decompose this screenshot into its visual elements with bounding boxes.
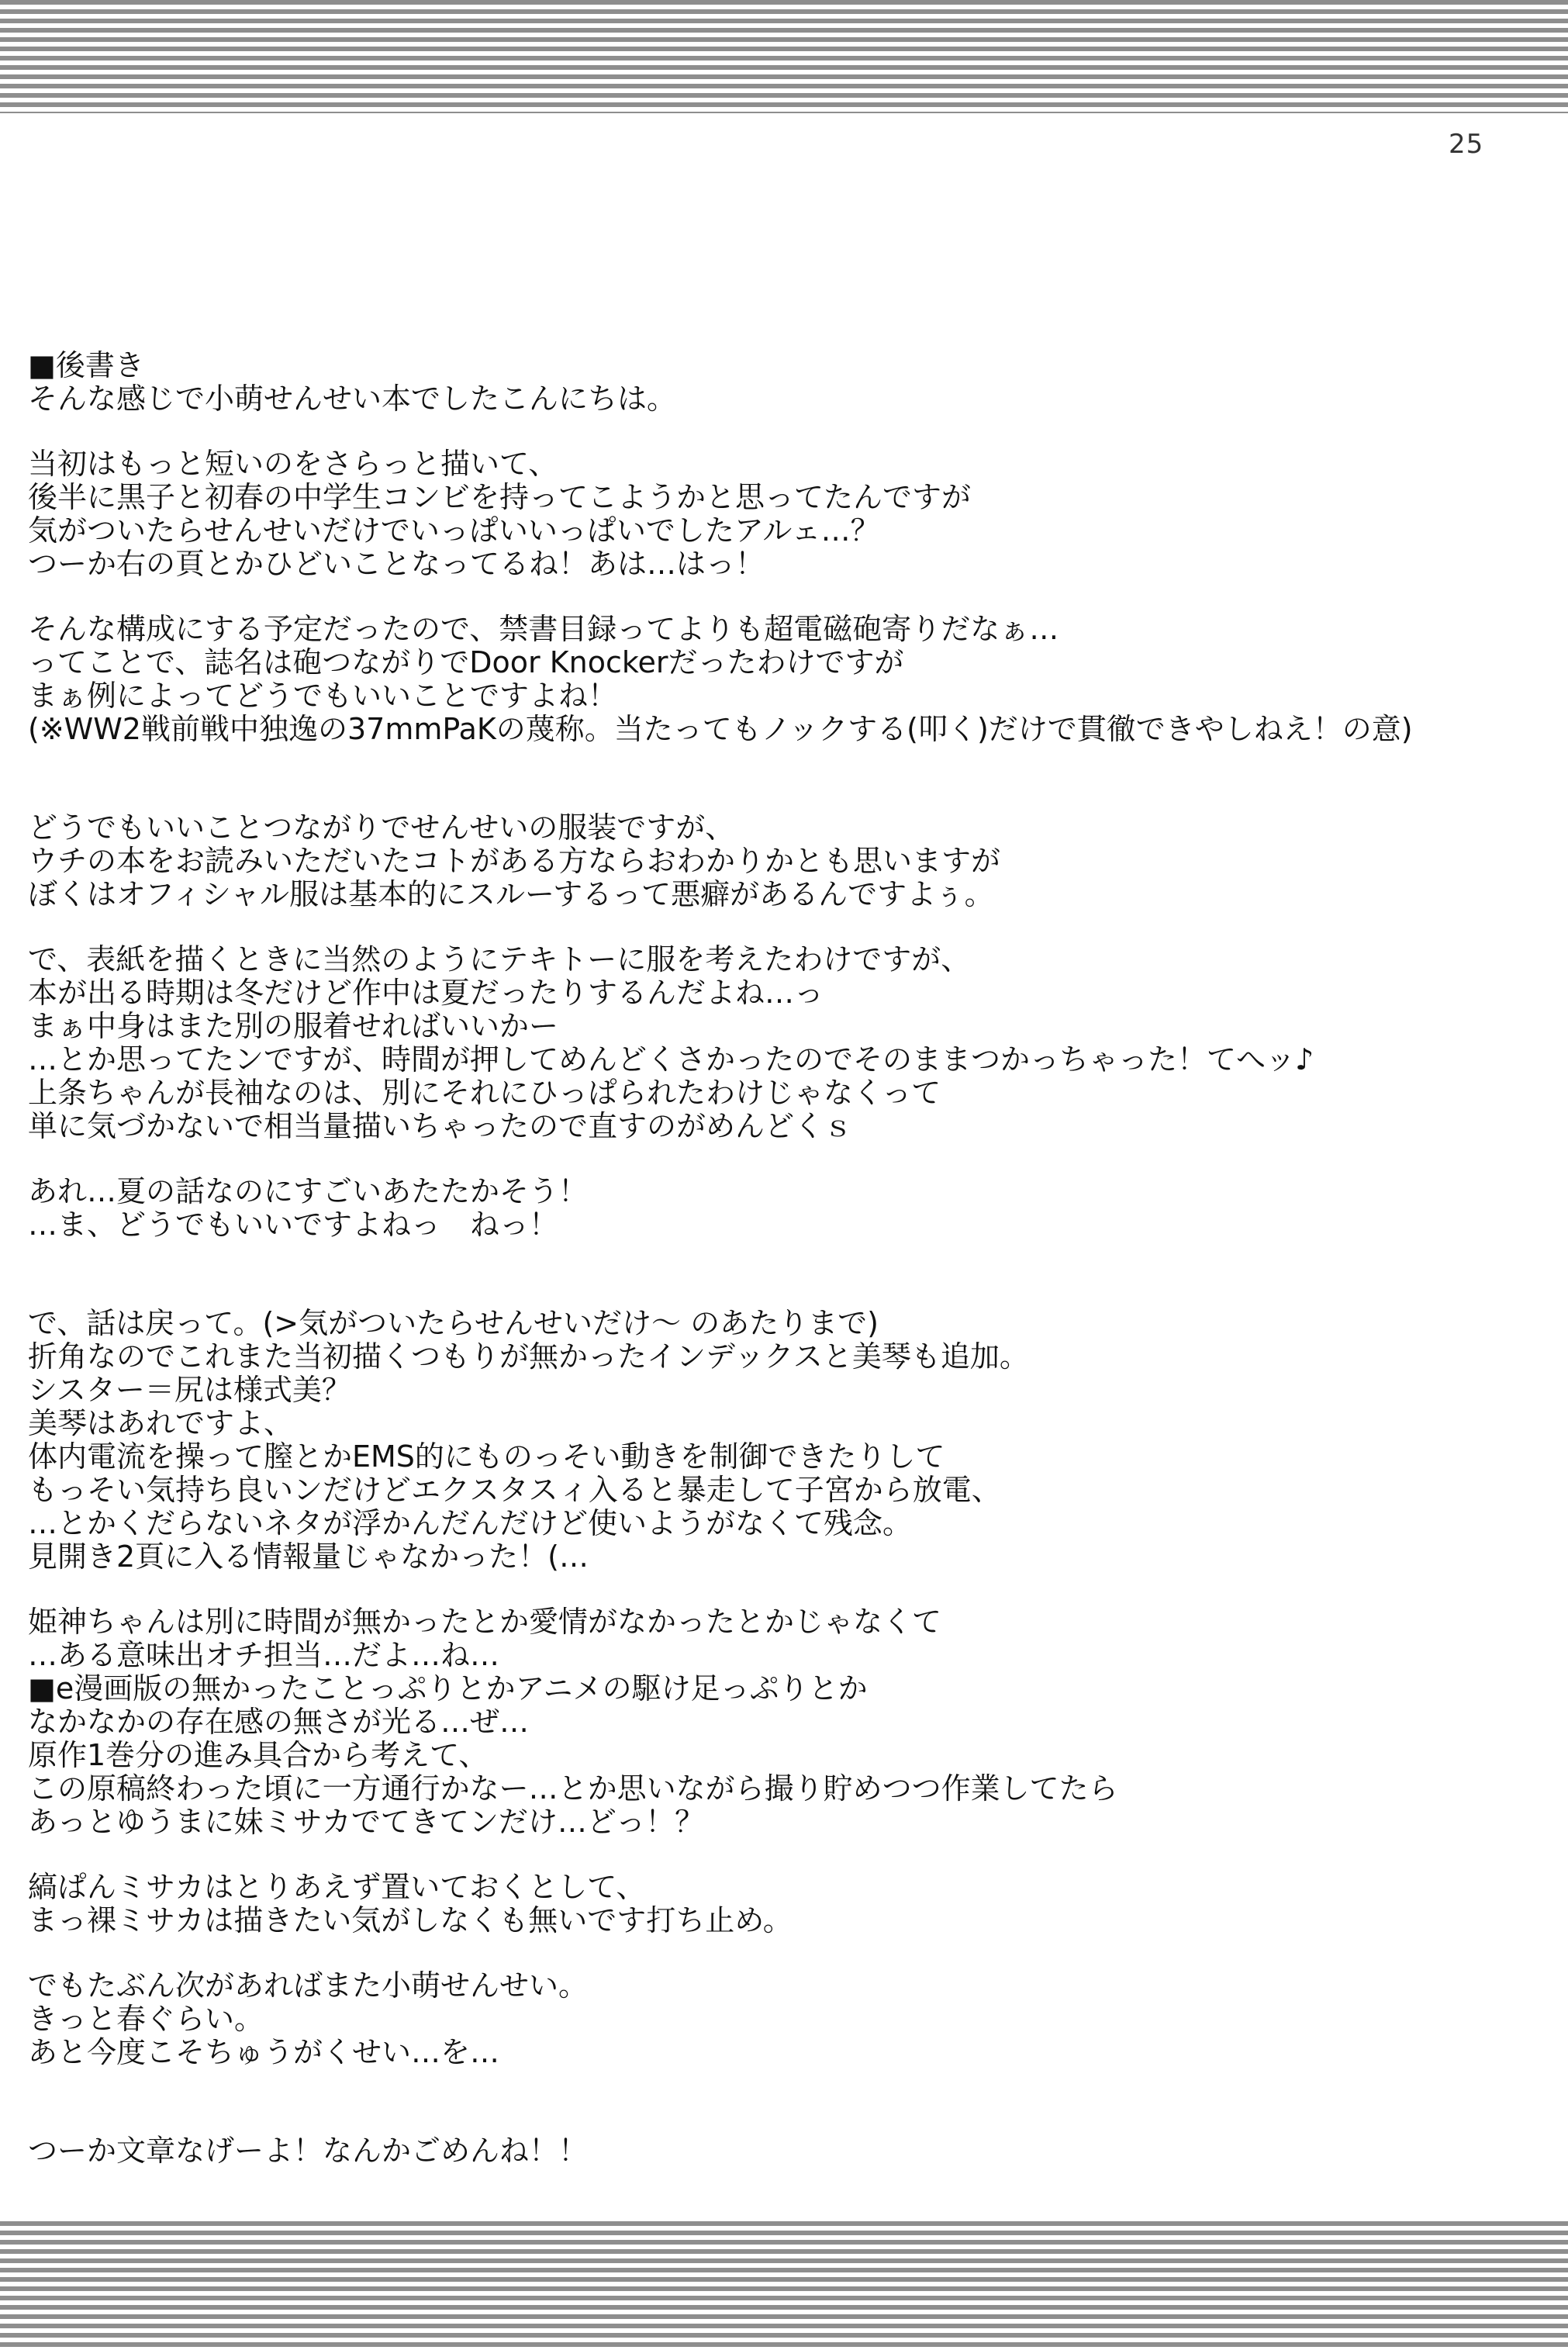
text-line: 本が出る時期は冬だけど作中は夏だったりするんだよね…っ [28, 976, 824, 1010]
text-line: ってことで、誌名は砲つながりでDoor Knockerだったわけですが [28, 645, 904, 679]
paragraph-gap [28, 1839, 1548, 1871]
text-line: …ある意味出オチ担当…だよ…ね… [28, 1638, 500, 1672]
text-line: まぁ例によってどうでもいいことですよね！ [28, 679, 618, 713]
text-line: つーか右の頁とかひどいことなってるね！あは…はっ！ [28, 547, 765, 581]
text-line: あと今度こそちゅうがくせい…を… [28, 2035, 500, 2069]
text-line: この原稿終わった頃に一方通行かなー…とか思いながら撮り貯めつつ作業してたら [28, 1771, 1118, 1806]
text-line: で、表紙を描くときに当然のようにテキトーに服を考えたわけですが、 [28, 942, 971, 976]
text-line: ウチの本をお読みいただいたコトがある方ならおわかりかとも思いますが [28, 844, 1001, 878]
top-stripe-border [0, 0, 1568, 113]
paragraph-gap [28, 911, 1548, 943]
paragraph [28, 448, 1548, 581]
text-line: つーか文章なげーよ！なんかごめんね！！ [28, 2134, 589, 2168]
text-line: まっ裸ミサカは描きたい気がしなくも無いです打ち止め。 [28, 1903, 793, 1937]
text-line: もっそい気持ち良いンだけどエクスタスィ入ると暴走して子宮から放電、 [28, 1473, 1001, 1507]
paragraph-gap [28, 416, 1548, 448]
afterword-text [28, 349, 1548, 2168]
paragraph [28, 811, 1548, 911]
text-line: 単に気づかないで相当量描いちゃったので直すのがめんどくｓ [28, 1109, 854, 1143]
text-line: 折角なのでこれまた当初描くつもりが無かったインデックスと美琴も追加。 [28, 1339, 1029, 1374]
text-line: …ま、どうでもいいですよねっ ねっ！ [28, 1208, 559, 1242]
paragraph [28, 613, 1548, 746]
text-line: 縞ぱんミサカはとりあえず置いておくとして、 [28, 1870, 646, 1904]
text-line: シスター＝尻は様式美？ [28, 1373, 351, 1407]
text-line: …とかくだらないネタが浮かんだんだけど使いようがなくて残念。 [28, 1506, 913, 1540]
text-line: 原作1巻分の進み具合から考えて、 [28, 1738, 489, 1772]
text-line: ぼくはオフィシャル服は基本的にスルーするって悪癖があるんですよぅ。 [28, 877, 994, 911]
text-line: ■e漫画版の無かったことっぷりとかアニメの駆け足っぷりとか [28, 1671, 868, 1705]
text-line: あっとゆうまに妹ミサカでてきてンだけ…どっ！？ [28, 1805, 705, 1839]
paragraph-gap [28, 581, 1548, 613]
text-line: で、話は戻って。(>気がついたらせんせいだけ～ のあたりまで) [28, 1306, 879, 1340]
text-line: (※WW2戦前戦中独逸の37mmPaKの蔑称。当たってもノックする(叩く)だけで貫徹できやしねえ！の意) [28, 712, 1413, 746]
paragraph-gap [28, 2069, 1548, 2134]
page-number: 25 [1449, 129, 1484, 160]
text-line: 上条ちゃんが長袖なのは、別にそれにひっぱられたわけじゃなくって [28, 1076, 941, 1110]
text-line: ■後書き [28, 348, 144, 382]
text-line: 気がついたらせんせいだけでいっぱいいっぱいでしたアルェ…？ [28, 513, 880, 548]
paragraph-gap [28, 1574, 1548, 1605]
text-line: そんな感じで小萌せんせい本でしたこんにちは。 [28, 382, 677, 416]
paragraph-gap [28, 1937, 1548, 1969]
text-line: きっと春ぐらい。 [28, 2002, 264, 2036]
text-line: そんな構成にする予定だったので、禁書目録ってよりも超電磁砲寄りだなぁ… [28, 612, 1059, 646]
paragraph [28, 349, 1548, 416]
paragraph [28, 2134, 1548, 2168]
text-line: 当初はもっと短いのをさらっと描いて、 [28, 447, 558, 481]
text-line: 姫神ちゃんは別に時間が無かったとか愛情がなかったとかじゃなくて [28, 1605, 942, 1639]
text-line: 体内電流を操って膣とかEMS的にものっそい動きを制御できたりして [28, 1439, 945, 1474]
bottom-stripe-border [0, 2221, 1568, 2350]
text-line: どうでもいいことつながりでせんせいの服装ですが、 [28, 810, 735, 845]
text-line: …とか思ってたンですが、時間が押してめんどくさかったのでそのままつかっちゃった！てへッ♪ [28, 1042, 1314, 1077]
paragraph-gap [28, 746, 1548, 811]
paragraph [28, 1605, 1548, 1839]
paragraph [28, 1969, 1548, 2069]
paragraph [28, 1307, 1548, 1574]
paragraph [28, 1871, 1548, 1937]
text-line: 美琴はあれですよ、 [28, 1406, 294, 1440]
paragraph-gap [28, 1143, 1548, 1175]
text-line: でもたぶん次があればまた小萌せんせい。 [28, 1968, 589, 2003]
text-line: あれ…夏の話なのにすごいあたたかそう！ [28, 1174, 589, 1208]
text-line: なかなかの存在感の無さが光る…ぜ… [28, 1705, 530, 1739]
paragraph [28, 943, 1548, 1143]
text-line: 見開き2頁に入る情報量じゃなかった！(… [28, 1540, 589, 1574]
paragraph [28, 1175, 1548, 1242]
text-line: 後半に黒子と初春の中学生コンビを持ってこようかと思ってたんですが [28, 480, 972, 514]
text-line: まぁ中身はまた別の服着せればいいかー [28, 1009, 559, 1043]
paragraph-gap [28, 1242, 1548, 1307]
